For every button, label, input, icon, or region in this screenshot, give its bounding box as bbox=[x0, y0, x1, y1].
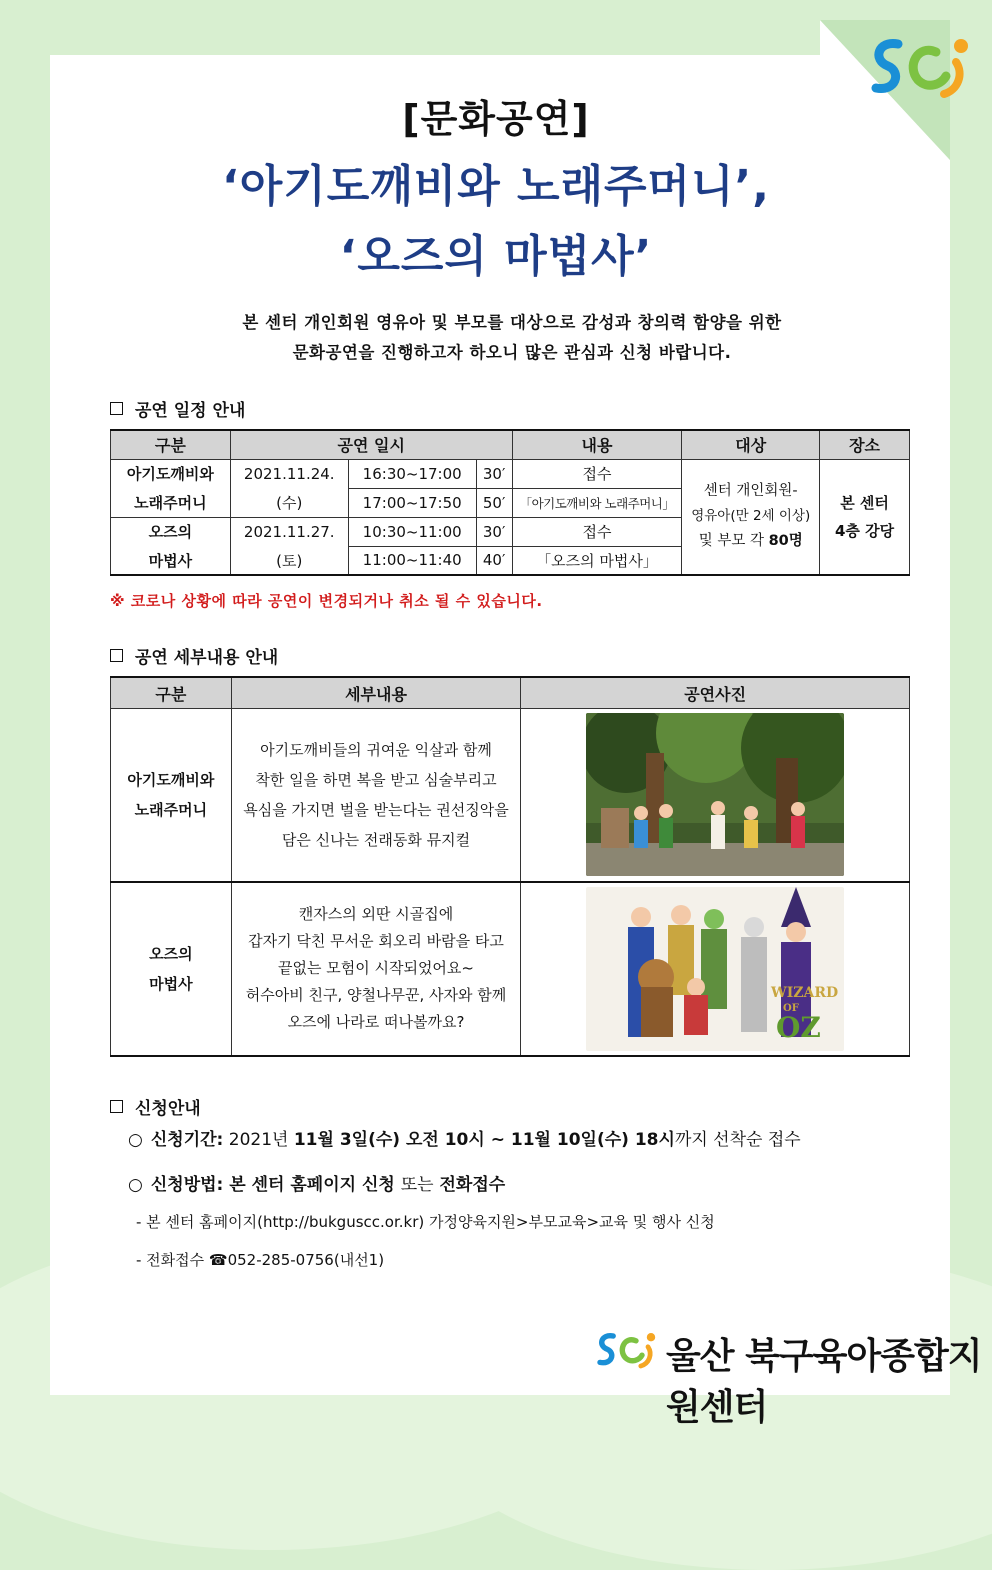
covid-notice: ※ 코로나 상황에 따라 공연이 변경되거나 취소 될 수 있습니다. bbox=[110, 592, 543, 610]
title-line-1: ‘아기도깨비와 노래주머니’, bbox=[221, 161, 770, 212]
detail-show2-desc-line: 오즈에 나라로 떠나볼까요? bbox=[287, 1013, 465, 1031]
show1-stage-photo bbox=[586, 713, 844, 876]
show2-cast-photo bbox=[586, 887, 844, 1051]
apply-period-label: 신청기간: bbox=[150, 1130, 224, 1150]
detail-show2-description bbox=[231, 882, 520, 1056]
detail-show1-name bbox=[111, 709, 232, 882]
show2-day: (토) bbox=[230, 546, 348, 575]
apply-method-label: 신청방법: bbox=[150, 1175, 224, 1195]
category-title: [문화공연] bbox=[402, 97, 590, 141]
target-line3-text: 및 부모 각 bbox=[698, 533, 769, 550]
checkbox-square-icon bbox=[110, 402, 123, 415]
details-table bbox=[110, 676, 910, 1057]
schedule-table bbox=[110, 429, 910, 576]
intro-text bbox=[0, 308, 992, 368]
place-line1: 본 센터 bbox=[840, 493, 889, 512]
wizard-logo-line3: OZ bbox=[776, 1010, 821, 1044]
circle-bullet-icon: ○ bbox=[128, 1130, 143, 1150]
schedule-section-title bbox=[110, 396, 245, 421]
show1-slot1-time: 16:30~17:00 bbox=[348, 459, 476, 488]
show1-date: 2021.11.24. bbox=[230, 459, 348, 488]
target-line3 bbox=[682, 529, 819, 554]
show2-slot2-time: 11:00~11:40 bbox=[348, 546, 476, 575]
detail-show2-desc-line: 캔자스의 외딴 시골집에 bbox=[298, 905, 454, 923]
wizard-logo-line1: WIZARD bbox=[771, 984, 839, 1001]
target-line1: 센터 개인회원- bbox=[703, 483, 798, 500]
apply-method-or: 또는 bbox=[400, 1175, 434, 1195]
show2-slot1-content: 접수 bbox=[512, 517, 682, 546]
apply-section-title bbox=[110, 1094, 201, 1119]
detail-show2-name-line2: 마법사 bbox=[149, 974, 193, 993]
col-header-place: 장소 bbox=[820, 430, 910, 459]
detail-show2-name bbox=[111, 882, 232, 1056]
apply-period bbox=[128, 1125, 801, 1150]
detail-show2-desc-line: 갑자기 닥친 무서운 회오리 바람을 타고 bbox=[248, 932, 504, 950]
detail-show1-desc-line: 욕심을 가지면 벌을 받는다는 권선징악을 bbox=[243, 800, 509, 819]
target-line2: 영유아(만 2세 이상) bbox=[691, 508, 811, 525]
detail-show1-desc-line: 아기도깨비들의 귀여운 익살과 함께 bbox=[260, 740, 492, 759]
detail-show2-desc-line: 허수아비 친구, 양철나무꾼, 사자와 함께 bbox=[245, 986, 507, 1004]
show1-slot1-content: 접수 bbox=[512, 459, 682, 488]
detail-show1-desc-line: 착한 일을 하면 복을 받고 심술부리고 bbox=[255, 770, 497, 789]
cast-photo-image bbox=[586, 887, 844, 1051]
show1-name-line1: 아기도깨비와 bbox=[111, 459, 231, 488]
show2-name-line1: 오즈의 bbox=[111, 517, 231, 546]
show2-date: 2021.11.27. bbox=[230, 517, 348, 546]
intro-line-2: 문화공연을 진행하고자 하오니 많은 관심과 신청 바랍니다. bbox=[292, 343, 732, 362]
place-line2: 4층 강당 bbox=[834, 521, 895, 540]
detail-header-photo: 공연사진 bbox=[521, 677, 910, 709]
show1-name-line2: 노래주머니 bbox=[111, 488, 231, 517]
checkbox-square-icon bbox=[110, 1100, 123, 1113]
title-line-2: ‘오즈의 마법사’ bbox=[339, 231, 653, 282]
apply-period-range: 11월 3일(수) 오전 10시 ~ 11월 10일(수) 18시 bbox=[293, 1130, 675, 1150]
show1-day: (수) bbox=[230, 488, 348, 517]
detail-show1-photo-cell bbox=[521, 709, 910, 882]
col-header-category: 구분 bbox=[111, 430, 231, 459]
col-header-datetime: 공연 일시 bbox=[230, 430, 512, 459]
show1-slot2-duration: 50′ bbox=[476, 488, 512, 517]
show2-slot2-content: 「오즈의 마법사」 bbox=[512, 546, 682, 575]
show2-slot2-duration: 40′ bbox=[476, 546, 512, 575]
show2-name-line2: 마법사 bbox=[111, 546, 231, 575]
detail-show2-photo-cell bbox=[521, 882, 910, 1056]
apply-method-phone: 전화접수 bbox=[433, 1175, 506, 1195]
circle-bullet-icon: ○ bbox=[128, 1175, 143, 1195]
detail-show1-description bbox=[231, 709, 520, 882]
detail-show1-name-line2: 노래주머니 bbox=[134, 800, 208, 819]
show2-slot1-duration: 30′ bbox=[476, 517, 512, 546]
footer-logo-icon bbox=[594, 1322, 660, 1380]
wizard-logo-line2: OF bbox=[783, 1002, 799, 1014]
target-count: 80명 bbox=[768, 533, 803, 550]
show1-slot2-content: 「아기도깨비와 노래주머니」 bbox=[512, 488, 682, 517]
detail-header-category: 구분 bbox=[111, 677, 232, 709]
col-header-content: 내용 bbox=[512, 430, 682, 459]
checkbox-square-icon bbox=[110, 649, 123, 662]
apply-homepage-detail: - 본 센터 홈페이지(http://bukguscc.or.kr) 가정양육지원>부모교육>교육 및 행사 신청 bbox=[136, 1213, 715, 1231]
footer-org-name: 울산 북구육아종합지원센터 bbox=[666, 1336, 982, 1428]
show1-slot2-time: 17:00~17:50 bbox=[348, 488, 476, 517]
place-cell bbox=[820, 459, 910, 575]
detail-show2-name-line1: 오즈의 bbox=[149, 944, 193, 963]
detail-show1-desc-line: 담은 신나는 전래동화 뮤지컬 bbox=[281, 830, 471, 849]
details-section-title bbox=[110, 643, 278, 668]
apply-period-year: 2021년 bbox=[223, 1130, 294, 1150]
target-cell bbox=[682, 459, 820, 575]
stage-photo-image bbox=[586, 713, 844, 876]
detail-header-content: 세부내용 bbox=[231, 677, 520, 709]
col-header-target: 대상 bbox=[682, 430, 820, 459]
schedule-section-label: 공연 일정 안내 bbox=[135, 401, 246, 421]
show1-slot1-duration: 30′ bbox=[476, 459, 512, 488]
intro-line-1: 본 센터 개인회원 영유아 및 부모를 대상으로 감성과 창의력 함양을 위한 bbox=[242, 313, 782, 332]
apply-section-label: 신청안내 bbox=[135, 1099, 201, 1119]
details-section-label: 공연 세부내용 안내 bbox=[135, 648, 279, 668]
detail-show2-desc-line: 끝없는 모험이 시작되었어요~ bbox=[278, 959, 474, 977]
detail-show1-name-line1: 아기도깨비와 bbox=[127, 770, 215, 789]
apply-phone-detail: - 전화접수 ☎052-285-0756(내선1) bbox=[136, 1251, 385, 1269]
apply-period-suffix: 까지 선착순 접수 bbox=[674, 1130, 801, 1150]
apply-method bbox=[128, 1170, 505, 1195]
show2-slot1-time: 10:30~11:00 bbox=[348, 517, 476, 546]
apply-method-homepage: 본 센터 홈페이지 신청 bbox=[223, 1175, 401, 1195]
